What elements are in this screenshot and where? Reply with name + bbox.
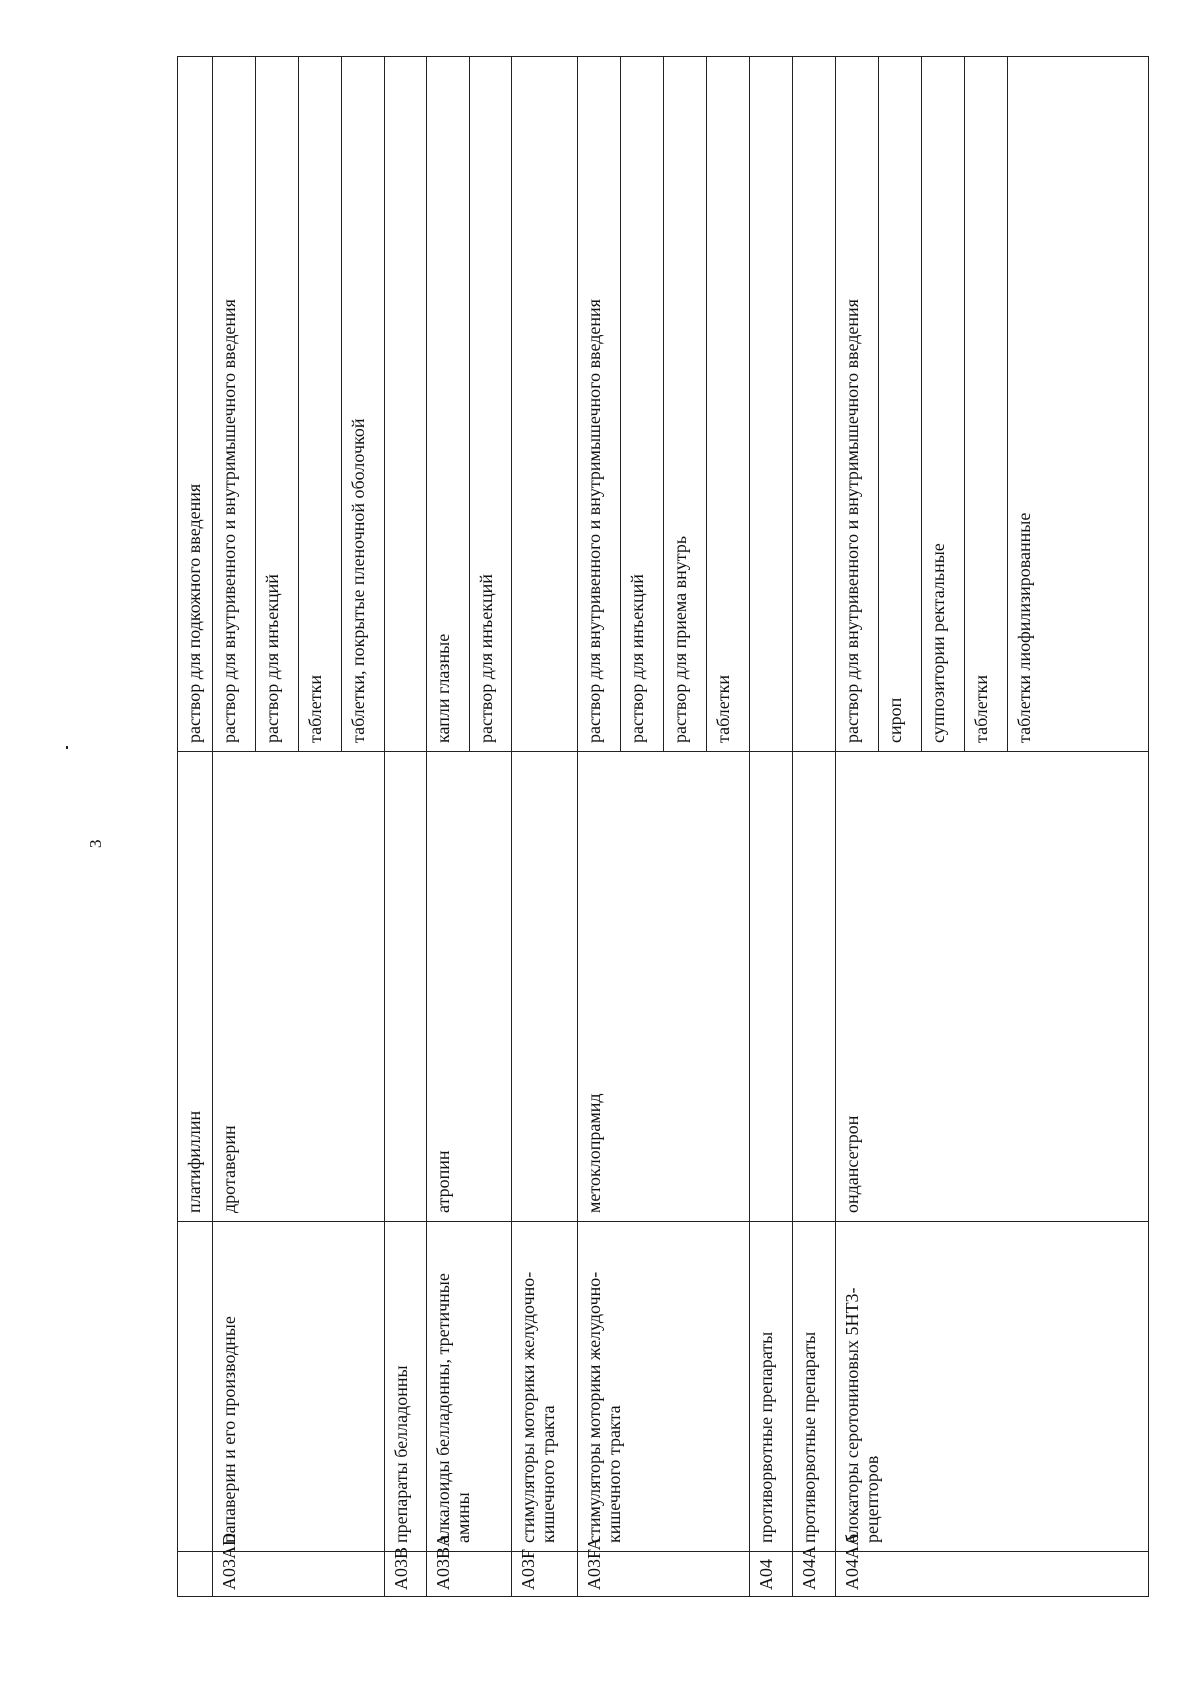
- form-cell: таблетки: [299, 57, 342, 752]
- table-row: [213, 57, 256, 1597]
- group-cell: блокаторы серотониновых 5HT3-рецепторов: [836, 1222, 1149, 1552]
- group-cell: папаверин и его производные: [213, 1222, 385, 1552]
- form-cell: раствор для внутривенного и внутримышечного введения: [578, 57, 621, 752]
- form-cell: таблетки: [965, 57, 1008, 752]
- code-cell: A03AD: [213, 1552, 385, 1597]
- group-cell: стимуляторы моторики желудочно-кишечного тракта: [512, 1222, 578, 1552]
- drug-cell: ондансетрон: [836, 752, 1149, 1222]
- drug-cell: [512, 752, 578, 1222]
- group-cell: противорвотные препараты: [750, 1222, 793, 1552]
- form-cell: раствор для внутривенного и внутримышечного введения: [836, 57, 879, 752]
- form-cell: раствор для инъекций: [621, 57, 664, 752]
- form-cell: капли глазные: [427, 57, 470, 752]
- code-cell: A03B: [385, 1552, 427, 1597]
- drug-cell: атропин: [427, 752, 512, 1222]
- group-cell: [178, 1222, 213, 1552]
- table-row: [793, 57, 836, 1597]
- form-cell: таблетки, покрытые пленочной оболочкой: [342, 57, 385, 752]
- table-row: [578, 57, 621, 1597]
- scan-speck: [66, 746, 68, 749]
- form-cell: сироп: [879, 57, 922, 752]
- code-cell: A04A: [793, 1552, 836, 1597]
- form-cell: суппозитории ректальные: [922, 57, 965, 752]
- code-cell: A04: [750, 1552, 793, 1597]
- form-cell: [793, 57, 836, 752]
- table-row: [836, 57, 879, 1597]
- code-cell: A03FA: [578, 1552, 750, 1597]
- drug-cell: [750, 752, 793, 1222]
- group-cell: противорвотные препараты: [793, 1222, 836, 1552]
- form-cell: таблетки: [707, 57, 750, 752]
- drug-cell: [385, 752, 427, 1222]
- group-cell: стимуляторы моторики желудочно-кишечного тракта: [578, 1222, 750, 1552]
- drug-cell: платифиллин: [178, 752, 213, 1222]
- form-cell: раствор для инъекций: [256, 57, 299, 752]
- code-cell: A04AA: [836, 1552, 1149, 1597]
- table-row: [427, 57, 470, 1597]
- form-cell: раствор для подкожного введения: [178, 57, 213, 752]
- code-cell: A03F: [512, 1552, 578, 1597]
- form-cell: [385, 57, 427, 752]
- code-cell: A03BA: [427, 1552, 512, 1597]
- form-cell: [750, 57, 793, 752]
- group-cell: препараты белладонны: [385, 1222, 427, 1552]
- table-row: [750, 57, 793, 1597]
- form-cell: раствор для внутривенного и внутримышечного введения: [213, 57, 256, 752]
- group-cell: алкалоиды белладонны, третичные амины: [427, 1222, 512, 1552]
- table-row: [385, 57, 427, 1597]
- drug-cell: метоклопрамид: [578, 752, 750, 1222]
- code-cell: [178, 1552, 213, 1597]
- form-cell: раствор для приема внутрь: [664, 57, 707, 752]
- form-cell: раствор для инъекций: [470, 57, 512, 752]
- page-number: 3: [86, 839, 105, 848]
- drug-table-container: [177, 57, 1149, 1597]
- table-row: [178, 57, 213, 1597]
- form-cell: [512, 57, 578, 752]
- drug-table: [177, 56, 1149, 1597]
- drug-cell: дротаверин: [213, 752, 385, 1222]
- table-row: [512, 57, 578, 1597]
- drug-cell: [793, 752, 836, 1222]
- form-cell: таблетки лиофилизированные: [1008, 57, 1149, 752]
